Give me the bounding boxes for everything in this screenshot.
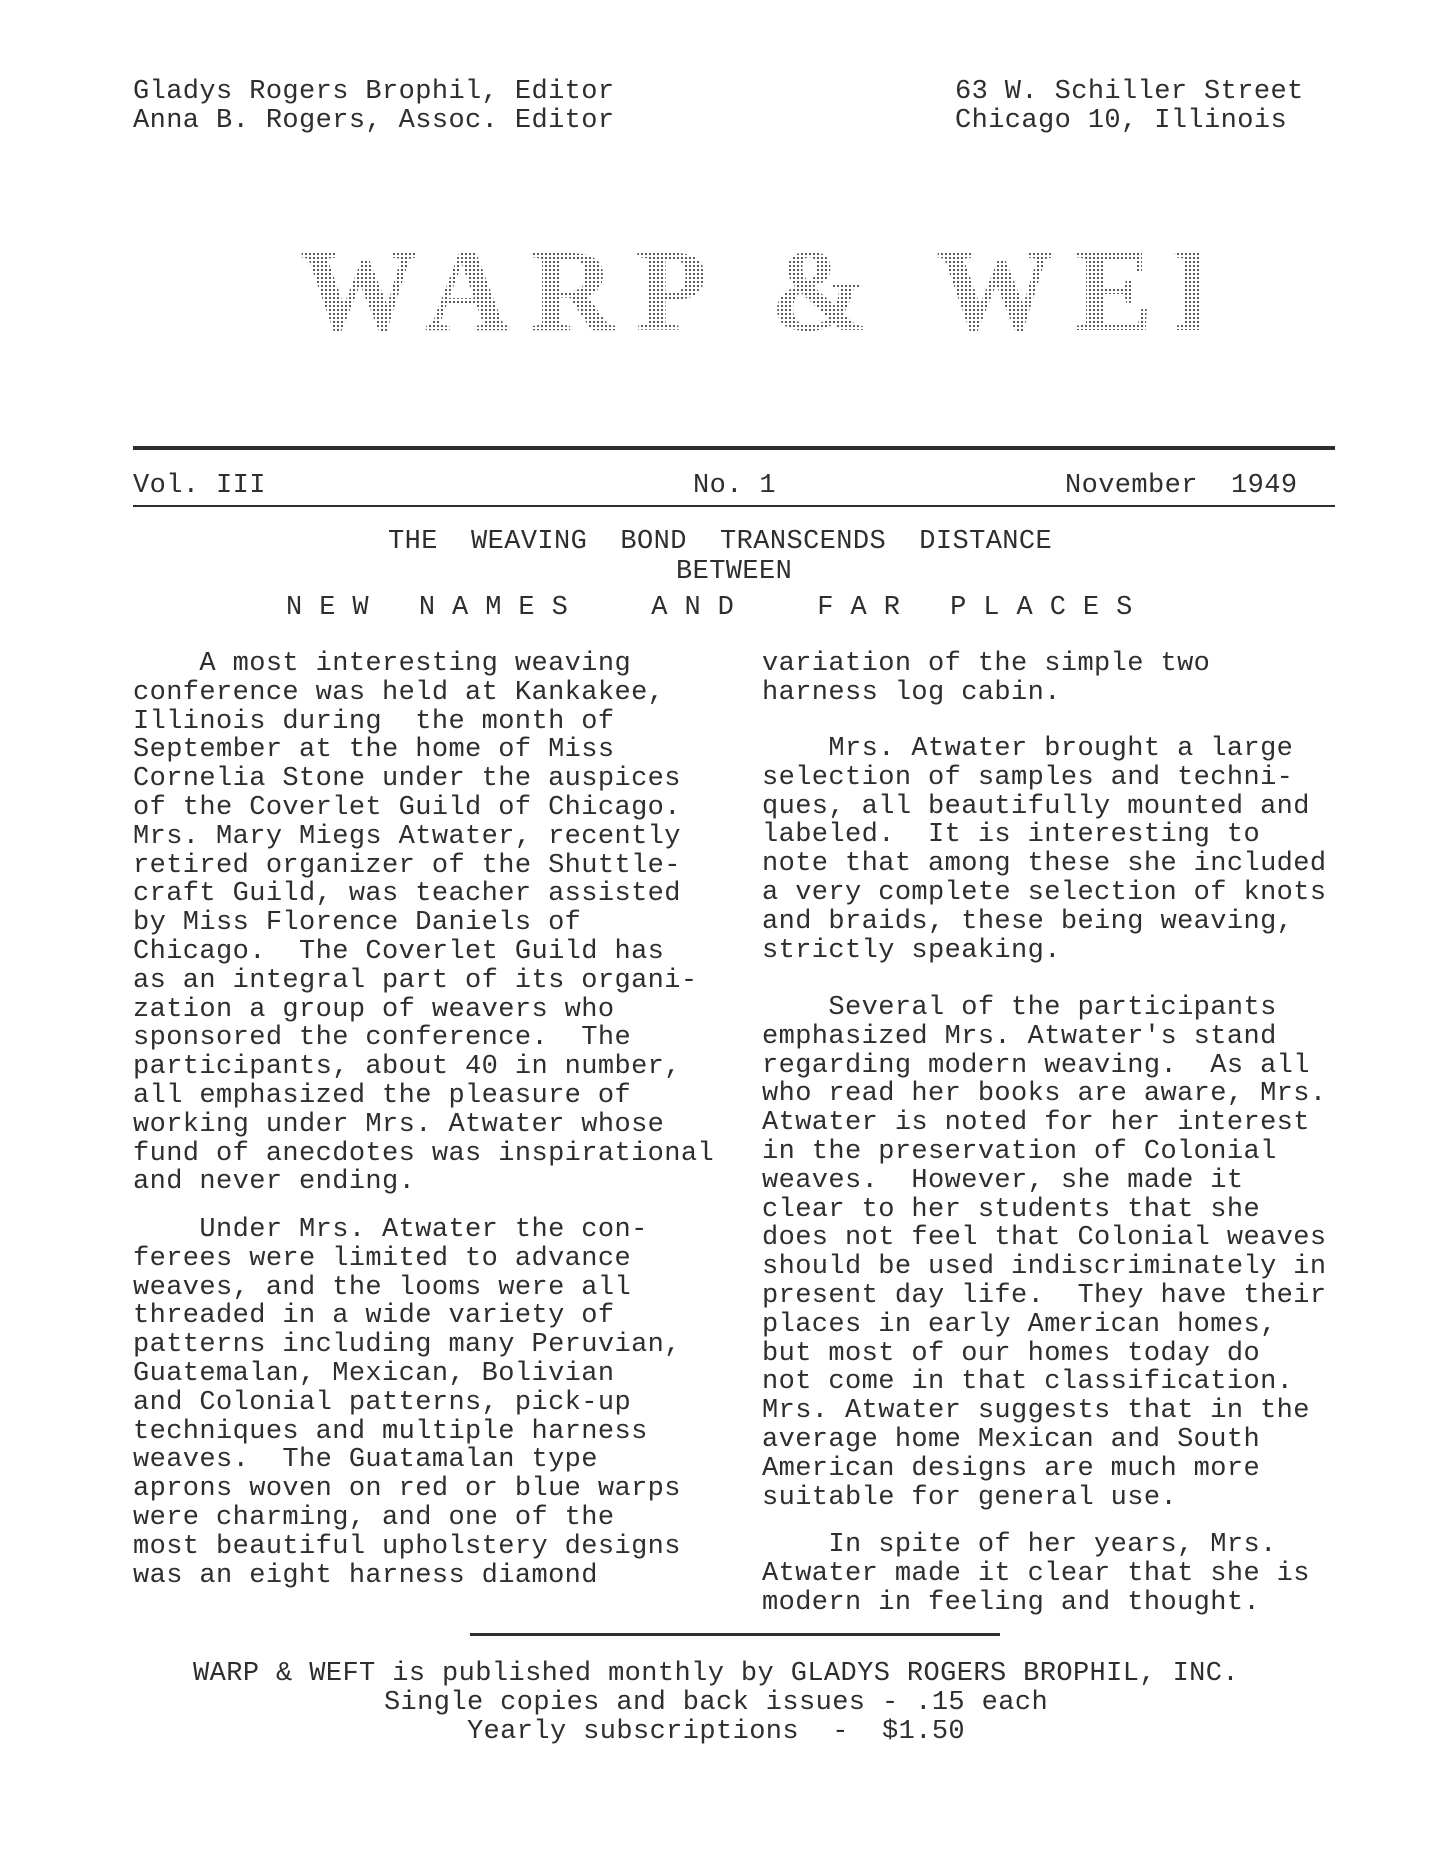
footer-single-copies-line: Single copies and back issues - .15 each [383, 1688, 1049, 1718]
masthead-title: WARP & WEFT [300, 225, 1364, 356]
editor-block [133, 78, 614, 136]
footer-subscriptions-line: Yearly subscriptions - $1.50 [466, 1717, 966, 1747]
address-block [955, 78, 1304, 136]
article-right-paragraph-2: Mrs. Atwater brought a large selection of samples and techni- ques, all beautifully mounted and labeled. It is interesting to note that among these she included a very complete selection of knots and braids, these being weaving, strictly speaking. [762, 734, 1327, 966]
footer-publisher-line: WARP & WEFT is published monthly by GLADYS ROGERS BROPHIL, INC. [193, 1659, 1239, 1689]
headline-line-1: THE WEAVING BOND TRANSCENDS DISTANCE [388, 527, 1053, 557]
top-rule [133, 446, 1335, 450]
footer-rule [470, 1633, 1000, 1636]
article-right-paragraph-4: In spite of her years, Mrs. Atwater made it clear that she is modern in feeling and thought. [762, 1530, 1310, 1618]
article-left-paragraph-2: Under Mrs. Atwater the con- ferees were limited to advance weaves, and the looms were all threaded in a wide variety of patterns including many Peruvian, Guatemalan, Mexican, Bolivian and Colonial patterns, pick-up techniques and multiple harness weaves. The Guatamalan type aprons woven on red or blue warps were charming, and one of the most beautiful upholstery designs was an eight harness diamond [133, 1215, 681, 1591]
issue-number: No. 1 [693, 471, 777, 501]
headline-line-3: N E W N A M E S A N D F A R P L A C E S [286, 593, 1133, 623]
article-right-paragraph-1: variation of the simple two harness log cabin. [762, 649, 1211, 708]
address-street: 63 W. Schiller Street [955, 77, 1304, 107]
article-left-paragraph-1: A most interesting weaving conference was held at Kankakee, Illinois during the month of September at the home of Miss Cornelia Stone under the auspices of the Coverlet Guild of Chicago. Mrs. Mary Miegs Atwater, recently retired organizer of the Shuttle- craft Guild, was teacher assisted by Miss Florence Daniels of Chicago. The Coverlet Guild has as an integral part of its organi- zation a group of weavers who sponsored the conference. The participants, about 40 in number, all emphasized the pleasure of working under Mrs. Atwater whose fund of anecdotes was inspirational and never ending. [133, 649, 715, 1198]
volume-label: Vol. III [133, 471, 266, 501]
issue-date: November 1949 [1065, 471, 1298, 501]
article-right-paragraph-3: Several of the participants emphasized Mrs. Atwater's stand regarding modern weaving. As all who read her books are aware, Mrs. Atwater is noted for her interest in the preservation of Colonial weaves. However, she made it clear to her students that she does not feel that Colonial weaves should be used indiscriminately in present day life. They have their places in early American homes, but most of our homes today do not come in that classification. Mrs. Atwater suggests that in the average home Mexican and South American designs are much more suitable for general use. [762, 993, 1327, 1513]
issue-rule [133, 505, 1335, 507]
address-city: Chicago 10, Illinois [955, 105, 1288, 136]
assoc-editor-line: Anna B. Rogers, Assoc. Editor [133, 105, 615, 136]
editor-line: Gladys Rogers Brophil, Editor [133, 77, 615, 107]
headline-line-2: BETWEEN [676, 557, 793, 587]
